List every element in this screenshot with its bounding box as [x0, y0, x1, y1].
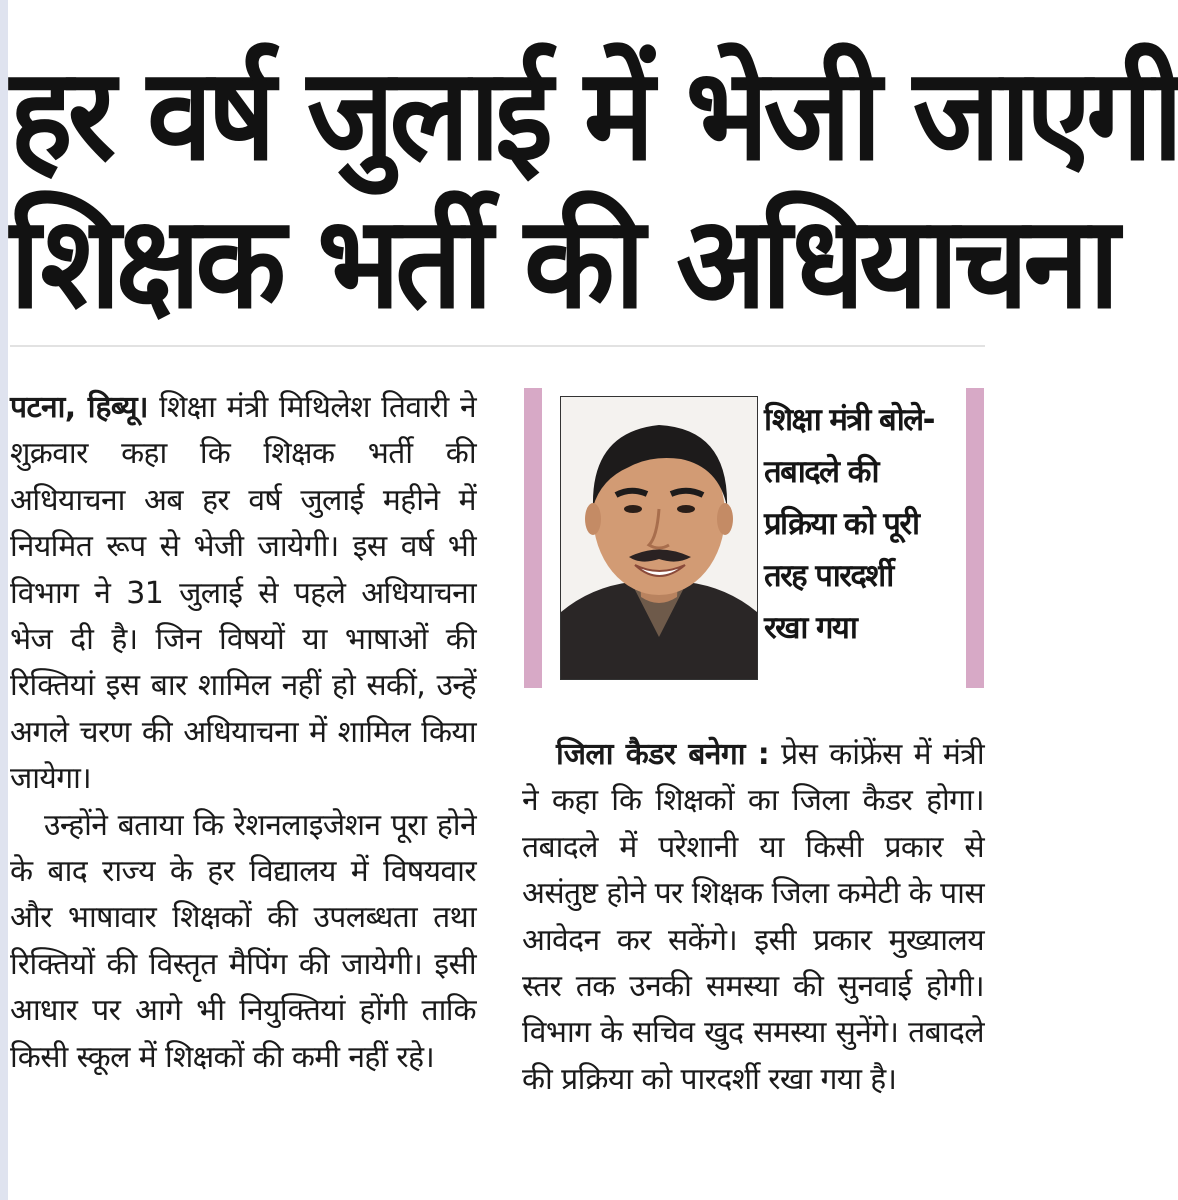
paragraph-1 — [10, 385, 476, 803]
quote-accent-bar-left — [524, 388, 542, 688]
paragraph-1-text: शिक्षा मंत्री मिथिलेश तिवारी ने शुक्रवार कहा कि शिक्षक भर्ती की अधियाचना अब हर वर्ष जुलाई महीने में नियमित रूप से भेजी जायेगी। इस वर्ष भी विभाग ने 31 जुलाई से पहले अधियाचना भेज दी है। जिन विषयों या भाषाओं की रिक्तियां इस बार शामिल नहीं हो सकीं, उन्हें अगले चरण की अधियाचना में शामिल किया जायेगा। — [10, 390, 477, 797]
headline-line-2: शिक्षक भर्ती की अधियाचना — [10, 187, 1115, 337]
quote-line-4: तरह पारदर्शी — [764, 558, 893, 594]
quote-box — [524, 388, 984, 688]
paragraph-3-text: प्रेस कांफ्रेंस में मंत्री ने कहा कि शिक्षकों का जिला कैडर होगा। तबादले में परेशानी या किसी प्रकार से असंतुष्ट होने पर शिक्षक जिला कमेटी के पास आवेदन कर सकेंगे। इसी प्रकार मुख्यालय स्तर तक उनकी समस्या की सुनवाई होगी। विभाग के सचिव खुद समस्या सुनेंगे। तबादले की प्रक्रिया को पारदर्शी रखा गया है। — [522, 737, 984, 1097]
quote-line-3: प्रक्रिया को पूरी — [764, 506, 919, 542]
right-column — [522, 732, 984, 1103]
headline-line-1: हर वर्ष जुलाई में भेजी जाएगी — [10, 39, 1178, 189]
paragraph-2: उन्होंने बताया कि रेशनलाइजेशन पूरा होने के बाद राज्य के हर विद्यालय में विषयवार और भाषावार शिक्षकों की उपलब्धता तथा रिक्तियों की विस्तृत मैपिंग की जायेगी। इसी आधार पर आगे भी नियुक्तियां होंगी ताकि किसी स्कूल में शिक्षकों की कमी नहीं रहे। — [10, 807, 476, 1075]
subhead: जिला कैडर बनेगा : — [556, 737, 770, 772]
page-edge-strip — [0, 0, 8, 1200]
paragraph-3 — [522, 732, 984, 1103]
quote-line-2: तबादले की — [764, 454, 878, 490]
quote-accent-bar-right — [966, 388, 984, 688]
headline — [10, 39, 1178, 337]
left-column — [10, 385, 476, 1081]
quote-text — [764, 394, 964, 654]
quote-line-5: रखा गया — [764, 610, 857, 646]
portrait-photo-icon — [560, 396, 758, 680]
dateline: पटना, हिब्यू। — [10, 390, 148, 425]
quote-line-1: शिक्षा मंत्री बोले- — [764, 402, 934, 438]
headline-divider — [10, 345, 985, 347]
